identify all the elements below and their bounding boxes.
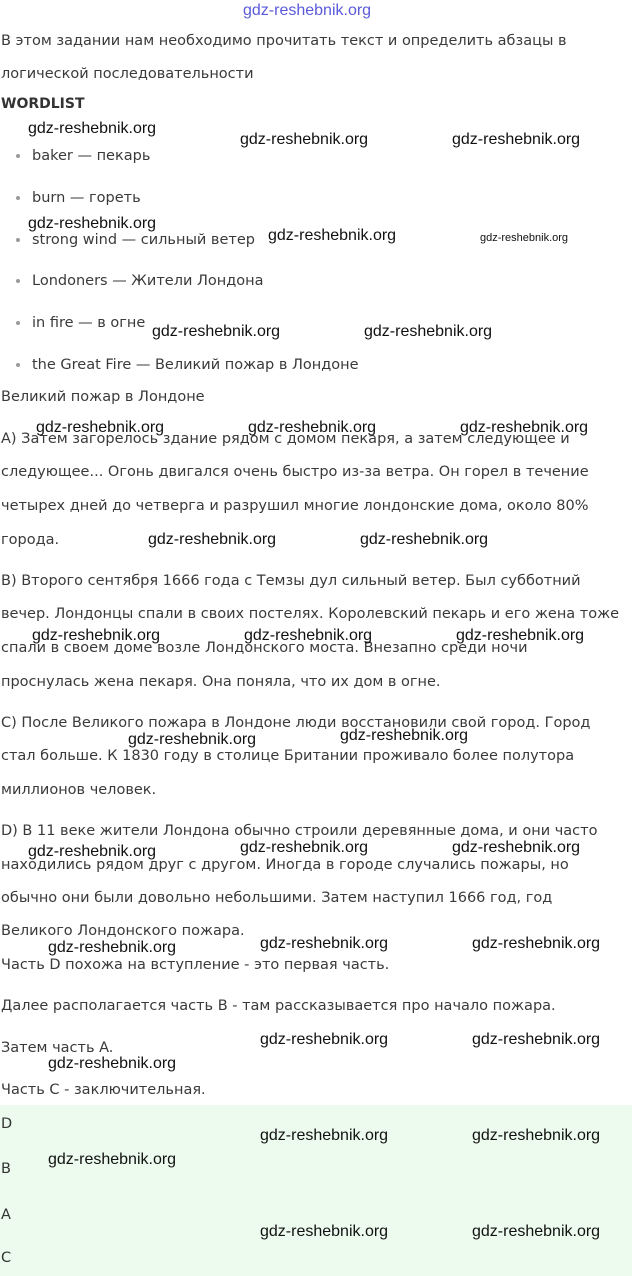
bullet-icon [16,154,20,158]
paragraph-a-line: A) Затем загорелось здание рядом с домом пекаря, а затем следующее и [1,431,570,447]
paragraph-d-line: Великого Лондонского пожара. [1,923,245,939]
watermark: gdz-reshebnik.org [472,1127,601,1144]
paragraph-c-line: миллионов человек. [1,782,157,798]
watermark: gdz-reshebnik.org [472,1031,601,1048]
watermark: gdz-reshebnik.org [364,323,493,340]
wordlist-item [16,148,150,164]
wordlist-item [16,190,141,206]
intro-line-2: логической последовательности [1,66,254,82]
watermark: gdz-reshebnik.org [480,232,569,244]
watermark: gdz-reshebnik.org [456,627,585,644]
watermark: gdz-reshebnik.org [48,1055,177,1072]
bullet-icon [16,321,20,325]
answer-item: D [1,1116,13,1132]
paragraph-b-line: проснулась жена пекаря. Она поняла, что их дом в огне. [1,674,441,690]
watermark-top: gdz-reshebnik.org [243,2,372,19]
wordlist-item-text: baker — пекарь [32,148,151,164]
paragraph-a-line: города. [1,532,60,548]
watermark: gdz-reshebnik.org [340,727,469,744]
watermark: gdz-reshebnik.org [472,1223,601,1240]
wordlist-item [16,273,264,289]
paragraph-a-line: четырех дней до четверга и разрушил многие лондонские дома, около 80% [1,498,589,514]
watermark: gdz-reshebnik.org [28,215,157,232]
answer-item: B [1,1161,11,1177]
wordlist-heading: WORDLIST [1,96,85,112]
paragraph-b-line: вечер. Лондонцы спали в своих постелях. Королевский пекарь и его жена тоже [1,606,620,622]
bullet-icon [16,363,20,367]
explanation-line: Часть C - заключительная. [1,1082,206,1098]
watermark: gdz-reshebnik.org [152,323,281,340]
bullet-icon [16,279,20,283]
explanation-line: Далее располагается часть B - там рассказывается про начало пожара. [1,998,556,1014]
watermark: gdz-reshebnik.org [452,131,581,148]
watermark: gdz-reshebnik.org [452,839,581,856]
wordlist-item-text: strong wind — сильный ветер [32,232,255,248]
paragraph-b-line: B) Второго сентября 1666 года с Темзы дул сильный ветер. Был субботний [1,573,581,589]
wordlist-item [16,232,255,248]
watermark: gdz-reshebnik.org [460,419,589,436]
wordlist-item-text: in fire — в огне [32,315,146,331]
watermark: gdz-reshebnik.org [32,627,161,644]
bullet-icon [16,238,20,242]
watermark: gdz-reshebnik.org [128,731,257,748]
wordlist-item-text: the Great Fire — Великий пожар в Лондоне [32,357,359,373]
wordlist-item-text: burn — гореть [32,190,141,206]
watermark: gdz-reshebnik.org [240,131,369,148]
watermark: gdz-reshebnik.org [472,935,601,952]
paragraph-d-line: обычно они были довольно небольшими. Затем наступил 1666 год, год [1,890,553,906]
watermark: gdz-reshebnik.org [48,1151,177,1168]
explanation-line: Затем часть A. [1,1040,114,1056]
answer-item: A [1,1207,11,1223]
watermark: gdz-reshebnik.org [148,531,277,548]
paragraph-d-line: D) В 11 веке жители Лондона обычно строили деревянные дома, и они часто [1,823,598,839]
wordlist-item [16,315,145,331]
bullet-icon [16,196,20,200]
watermark: gdz-reshebnik.org [260,1223,389,1240]
paragraph-c-line: C) После Великого пожара в Лондоне люди восстановили свой город. Город [1,715,591,731]
watermark: gdz-reshebnik.org [28,120,157,137]
watermark: gdz-reshebnik.org [36,419,165,436]
watermark: gdz-reshebnik.org [260,1031,389,1048]
watermark: gdz-reshebnik.org [240,839,369,856]
intro-line-1: В этом задании нам необходимо прочитать текст и определить абзацы в [1,33,567,49]
paragraph-c-line: стал больше. К 1830 году в столице Британии проживало более полутора [1,748,575,764]
watermark: gdz-reshebnik.org [248,419,377,436]
watermark: gdz-reshebnik.org [48,939,177,956]
answer-item: C [1,1250,12,1266]
wordlist-item-text: Londoners — Жители Лондона [32,273,264,289]
watermark: gdz-reshebnik.org [28,843,157,860]
watermark: gdz-reshebnik.org [260,935,389,952]
paragraph-a-line: следующее... Огонь двигался очень быстро из-за ветра. Он горел в течение [1,464,589,480]
text-title: Великий пожар в Лондоне [1,389,205,405]
watermark: gdz-reshebnik.org [268,227,397,244]
paragraph-d-line: находились рядом друг с другом. Иногда в городе случались пожары, но [1,857,569,873]
watermark: gdz-reshebnik.org [360,531,489,548]
explanation-line: Часть D похожа на вступление - это первая часть. [1,957,390,973]
paragraph-b-line: спали в своем доме возле Лондонского моста. Внезапно среди ночи [1,640,528,656]
watermark: gdz-reshebnik.org [244,627,373,644]
watermark: gdz-reshebnik.org [260,1127,389,1144]
wordlist-item [16,357,359,373]
